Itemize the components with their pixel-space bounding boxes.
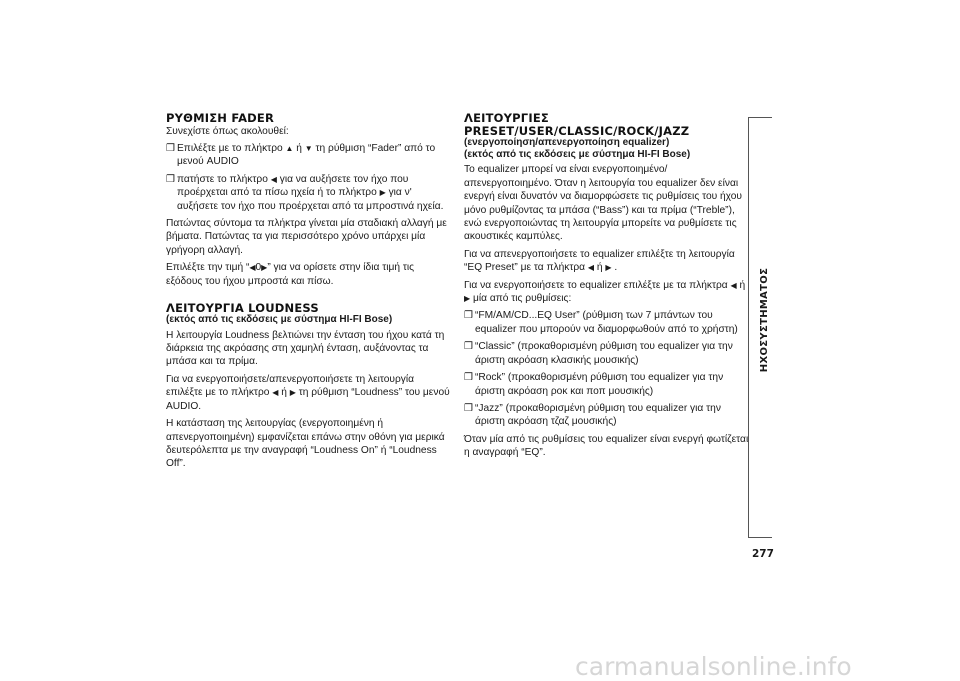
arrow-right-icon: ▶ <box>379 188 386 198</box>
equalizer-bullet-classic: ❒ “Classic” (προκαθορισμένη ρύθμιση του equalizer για την άριστη ακρόαση κλασικής μουσικής) <box>464 341 733 366</box>
arrow-right-icon: ▶ <box>289 388 296 398</box>
equalizer-paragraph-3: Για να ενεργοποιήσετε το equalizer επιλέξτε με τα πλήκτρα ◀ ή ▶ μία από τις ρυθμίσεις: <box>464 279 746 305</box>
arrow-left-icon: ◀ <box>730 280 737 290</box>
arrow-right-icon: ▶ <box>605 263 612 273</box>
equalizer-bullet-jazz: ❒ “Jazz” (προκαθορισμένη ρύθμιση του equalizer για την άριστη ακρόαση τζαζ μουσικής) <box>464 402 721 428</box>
section-rule <box>748 117 749 537</box>
section-side-label: ΗΧΟΣΥΣΤΗΜΑΤΟΣ <box>758 267 770 373</box>
arrow-left-icon: ◀ <box>587 263 595 273</box>
fader-bullet-2: ❒ πατήστε το πλήκτρο ◀ για να αυξήσετε τον ήχο που προέρχεται από τα πίσω ηχεία ή το πλήκτρο ▶ για ν' αυξήσετε τον ήχο που προέρχεται από τα μπροστινά ηχεία. <box>166 173 444 212</box>
loudness-paragraph-3: Η κατάσταση της λειτουργίας (ενεργοποιημένη ή απενεργοποιημένη) εμφανίζεται επάνω στην οθόνη για μερικά δευτερόλεπτα με την αναγραφή “Loudness On” ή “Loudness Off”. <box>166 418 445 470</box>
equalizer-heading-line-2: PRESET/USER/CLASSIC/ROCK/JAZZ <box>464 123 690 138</box>
checkbox-bullet-icon: ❒ <box>166 173 175 185</box>
page-number: 277 <box>752 548 774 560</box>
fader-bullet-1: ❒ Επιλέξτε με το πλήκτρο ▲ ή ▼ τη ρύθμιση “Fader” από το μενού AUDIO <box>166 142 436 168</box>
checkbox-bullet-icon: ❒ <box>464 372 473 384</box>
equalizer-paragraph-4: Όταν μία από τις ρυθμίσεις του equalizer είναι ενεργή φωτίζεται η αναγραφή “EQ”. <box>464 433 749 459</box>
equalizer-bullet-rock: ❒ “Rock” (προκαθορισμένη ρύθμιση του equalizer για την άριστη ακρόαση ροκ και ποπ μουσικής) <box>464 372 724 397</box>
checkbox-bullet-icon: ❒ <box>464 341 473 353</box>
equalizer-heading-line-1: ΛΕΙΤΟΥΡΓΙΕΣ <box>464 111 549 125</box>
arrow-left-icon: ◀ <box>270 174 277 184</box>
loudness-subheading: (εκτός από τις εκδόσεις με σύστημα HI-FI Bose) <box>166 314 393 326</box>
arrow-up-icon: ▲ <box>285 143 294 153</box>
arrow-left-icon: ◀ <box>249 263 256 273</box>
loudness-paragraph-1: Η λειτουργία Loudness βελτιώνει την ένταση του ήχου κατά τη διάρκεια της ακρόασης στη χαμηλή ένταση, αυξάνοντας τα μπάσα και τα πρίμα. <box>166 329 445 368</box>
loudness-paragraph-2: Για να ενεργοποιήσετε/απενεργοποιήσετε τη λειτουργία επιλέξτε με το πλήκτρο ◀ ή ▶ τη ρύθμιση “Loudness” του μενού AUDIO. <box>166 373 450 412</box>
arrow-down-icon: ▼ <box>304 143 313 153</box>
equalizer-subheading-2: (εκτός από τις εκδόσεις με σύστημα HI-FI Bose) <box>464 149 691 161</box>
equalizer-bullet-user: ❒ “FM/AM/CD...EQ User” (ρύθμιση των 7 μπάντων του equalizer που μπορούν να διαμορφωθούν από το χρήστη) <box>464 310 738 335</box>
equalizer-subheading-1: (ενεργοποίηση/απενεργοποίηση equalizer) <box>464 137 670 148</box>
equalizer-paragraph-2: Για να απενεργοποιήσετε το equalizer επιλέξτε τη λειτουργία “EQ Preset” με τα πλήκτρα ◀ ή ▶ . <box>464 248 735 274</box>
fader-paragraph-1: Πατώντας σύντομα τα πλήκτρα γίνεται μία σταδιακή αλλαγή με βήματα. Πατώντας τα για περισσότερο χρόνο υπάρχει μία γρήγορη αλλαγή. <box>166 217 447 256</box>
section-rule-top <box>748 117 772 118</box>
right-column <box>464 112 750 464</box>
arrow-left-icon: ◀ <box>272 388 279 398</box>
loudness-heading: ΛΕΙΤΟΥΡΓΙΑ LOUDNESS <box>166 300 319 315</box>
watermark: carmanualsonline.info <box>575 652 852 681</box>
equalizer-paragraph-1: Το equalizer μπορεί να είναι ενεργοποιημένο/απενεργοποιημένο. Όταν η λειτουργία του equalizer δεν είναι ενεργή είναι δυνατόν να διαμορφώσετε τις ρυθμίσεις του ήχου μόνο ρυθμίζοντας τα μπάσα (“Bass”) και τα πρίμα (“Treble”), ενώ ενεργοποιώντας τη λειτουργία μπορείτε να ρυθμίσετε τις ακουστικές καμπύλες. <box>464 164 742 243</box>
checkbox-bullet-icon: ❒ <box>464 310 473 322</box>
fader-paragraph-2: Επιλέξτε την τιμή “◀0▶” για να ορίσετε στην ίδια τιμή τις εξόδους του ήχου μπροστά και πίσω. <box>166 262 415 287</box>
left-column <box>166 112 452 475</box>
checkbox-bullet-icon: ❒ <box>166 142 175 154</box>
checkbox-bullet-icon: ❒ <box>464 402 473 414</box>
fader-heading: ΡΥΘΜΙΣΗ FADER <box>166 111 275 125</box>
arrow-right-icon: ▶ <box>464 294 471 304</box>
fader-intro: Συνεχίστε όπως ακολουθεί: <box>166 125 289 137</box>
section-rule-bottom <box>748 537 772 538</box>
arrow-right-icon: ▶ <box>261 263 268 273</box>
